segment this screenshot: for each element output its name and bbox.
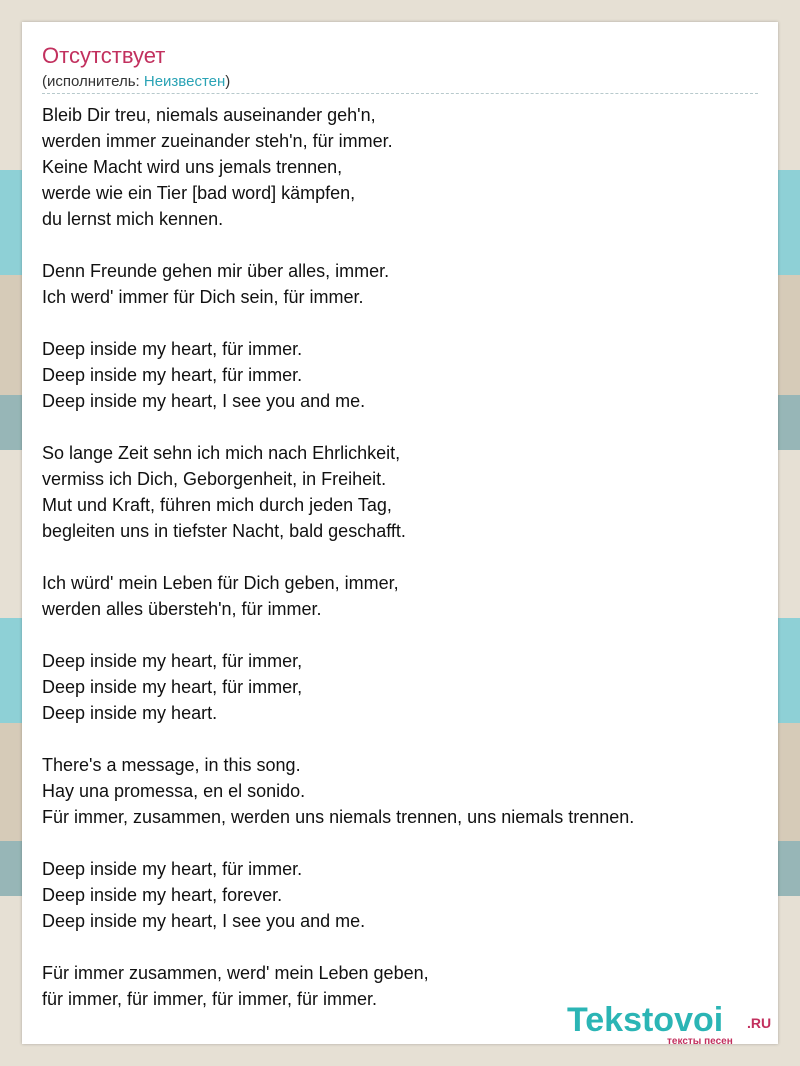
title-divider xyxy=(42,93,758,94)
logo-wordmark: Tekstovoi xyxy=(567,1001,724,1039)
lyrics-line: du lernst mich kennen. xyxy=(42,209,224,229)
lyrics-line: Für immer, zusammen, werden uns niemals trennen, uns niemals trennen. xyxy=(42,807,635,827)
song-title: Отсутствует xyxy=(42,43,166,68)
lyrics-line: werde wie ein Tier [bad word] kämpfen, xyxy=(42,183,356,203)
lyrics-card xyxy=(22,22,778,1047)
lyrics-stanza xyxy=(42,648,758,726)
lyrics-line: Deep inside my heart. xyxy=(42,703,218,723)
lyrics-line: Deep inside my heart, für immer. xyxy=(42,365,303,385)
lyrics-line: Denn Freunde gehen mir über alles, immer. xyxy=(42,261,390,281)
lyrics-line: There's a message, in this song. xyxy=(42,755,301,775)
lyrics-stanza xyxy=(42,440,758,544)
lyrics-line: begleiten uns in tiefster Nacht, bald geschafft. xyxy=(42,521,406,541)
lyrics-line: Deep inside my heart, I see you and me. xyxy=(42,911,366,931)
lyrics-line: Deep inside my heart, I see you and me. xyxy=(42,391,366,411)
lyrics-line: Ich werd' immer für Dich sein, für immer. xyxy=(42,287,364,307)
lyrics-line: vermiss ich Dich, Geborgenheit, in Freiheit. xyxy=(42,469,387,489)
lyrics-line: Ich würd' mein Leben für Dich geben, immer, xyxy=(42,573,399,593)
artist-suffix: ) xyxy=(225,73,231,90)
lyrics-stanza xyxy=(42,336,758,414)
lyrics-line: Mut und Kraft, führen mich durch jeden Tag, xyxy=(42,495,392,515)
lyrics-line: Deep inside my heart, für immer, xyxy=(42,677,303,697)
lyrics-line: Hay una promessa, en el sonido. xyxy=(42,781,306,801)
lyrics-stanza xyxy=(42,102,758,232)
lyrics-stanza xyxy=(42,258,758,310)
lyrics-stanza xyxy=(42,752,758,830)
lyrics-line: So lange Zeit sehn ich mich nach Ehrlichkeit, xyxy=(42,443,401,463)
lyrics-line: Deep inside my heart, für immer, xyxy=(42,651,303,671)
lyrics-line: werden immer zueinander steh'n, für immer. xyxy=(42,131,393,151)
artist-prefix: (исполнитель: xyxy=(42,73,144,90)
artist-line xyxy=(42,72,230,92)
lyrics-line: Deep inside my heart, für immer. xyxy=(42,339,303,359)
lyrics-line: Deep inside my heart, für immer. xyxy=(42,859,303,879)
site-logo[interactable] xyxy=(567,1000,777,1047)
logo-subtitle: тексты песен xyxy=(667,1036,733,1047)
lyrics-stanza xyxy=(42,570,758,622)
lyrics-line: für immer, für immer, für immer, für immer. xyxy=(42,989,378,1009)
lyrics-line: Für immer zusammen, werd' mein Leben geben, xyxy=(42,963,429,983)
logo-domain: .RU xyxy=(747,1015,772,1031)
lyrics-line: werden alles übersteh'n, für immer. xyxy=(42,599,322,619)
lyrics-line: Bleib Dir treu, niemals auseinander geh'n, xyxy=(42,105,376,125)
lyrics-line: Keine Macht wird uns jemals trennen, xyxy=(42,157,343,177)
lyrics-stanza xyxy=(42,856,758,934)
lyrics-body xyxy=(42,102,758,1038)
lyrics-line: Deep inside my heart, forever. xyxy=(42,885,283,905)
artist-link[interactable]: Неизвестен xyxy=(143,73,226,90)
